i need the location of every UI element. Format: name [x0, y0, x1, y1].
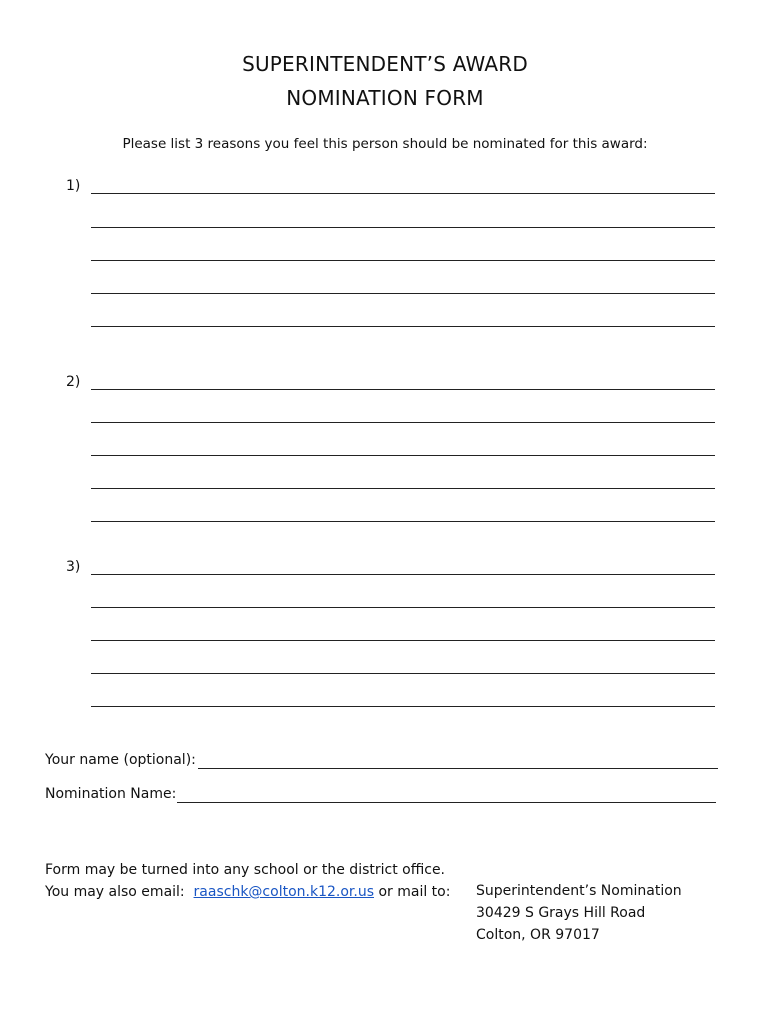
email-prefix: You may also email:	[45, 884, 185, 900]
reason-2-line-4[interactable]	[91, 488, 715, 489]
reason-1-line-1[interactable]	[91, 193, 715, 194]
submission-line-2	[45, 881, 450, 903]
reason-1-number: 1)	[66, 178, 81, 194]
address-line-3: Colton, OR 97017	[476, 927, 600, 943]
address-line-1: Superintendent’s Nomination	[476, 883, 682, 899]
reason-1-line-2[interactable]	[91, 227, 715, 228]
reason-3-number: 3)	[66, 559, 81, 575]
reason-2-line-3[interactable]	[91, 455, 715, 456]
instruction-text: Please list 3 reasons you feel this person should be nominated for this award:	[122, 136, 648, 152]
address-line-2: 30429 S Grays Hill Road	[476, 905, 646, 921]
reason-2-line-1[interactable]	[91, 389, 715, 390]
email-link[interactable]: raaschk@colton.k12.or.us	[193, 884, 374, 900]
reason-3-line-1[interactable]	[91, 574, 715, 575]
form-title-line2: NOMINATION FORM	[286, 86, 484, 110]
reason-2-line-5[interactable]	[91, 521, 715, 522]
your-name-field[interactable]	[198, 768, 718, 769]
form-title-line1: SUPERINTENDENT’S AWARD	[242, 52, 528, 76]
reason-1-line-4[interactable]	[91, 293, 715, 294]
submission-instructions	[45, 859, 450, 903]
nomination-name-label: Nomination Name:	[45, 786, 177, 802]
reason-3-line-4[interactable]	[91, 673, 715, 674]
reason-2-number: 2)	[66, 374, 81, 390]
email-suffix: or mail to:	[378, 884, 451, 900]
reason-3-line-3[interactable]	[91, 640, 715, 641]
submission-line-1: Form may be turned into any school or the district office.	[45, 862, 446, 878]
reason-1-line-3[interactable]	[91, 260, 715, 261]
nomination-name-field[interactable]	[177, 802, 716, 803]
reason-1-line-5[interactable]	[91, 326, 715, 327]
reason-2-line-2[interactable]	[91, 422, 715, 423]
reason-3-line-2[interactable]	[91, 607, 715, 608]
your-name-label: Your name (optional):	[45, 752, 196, 768]
mailing-address	[476, 880, 682, 946]
reason-3-line-5[interactable]	[91, 706, 715, 707]
